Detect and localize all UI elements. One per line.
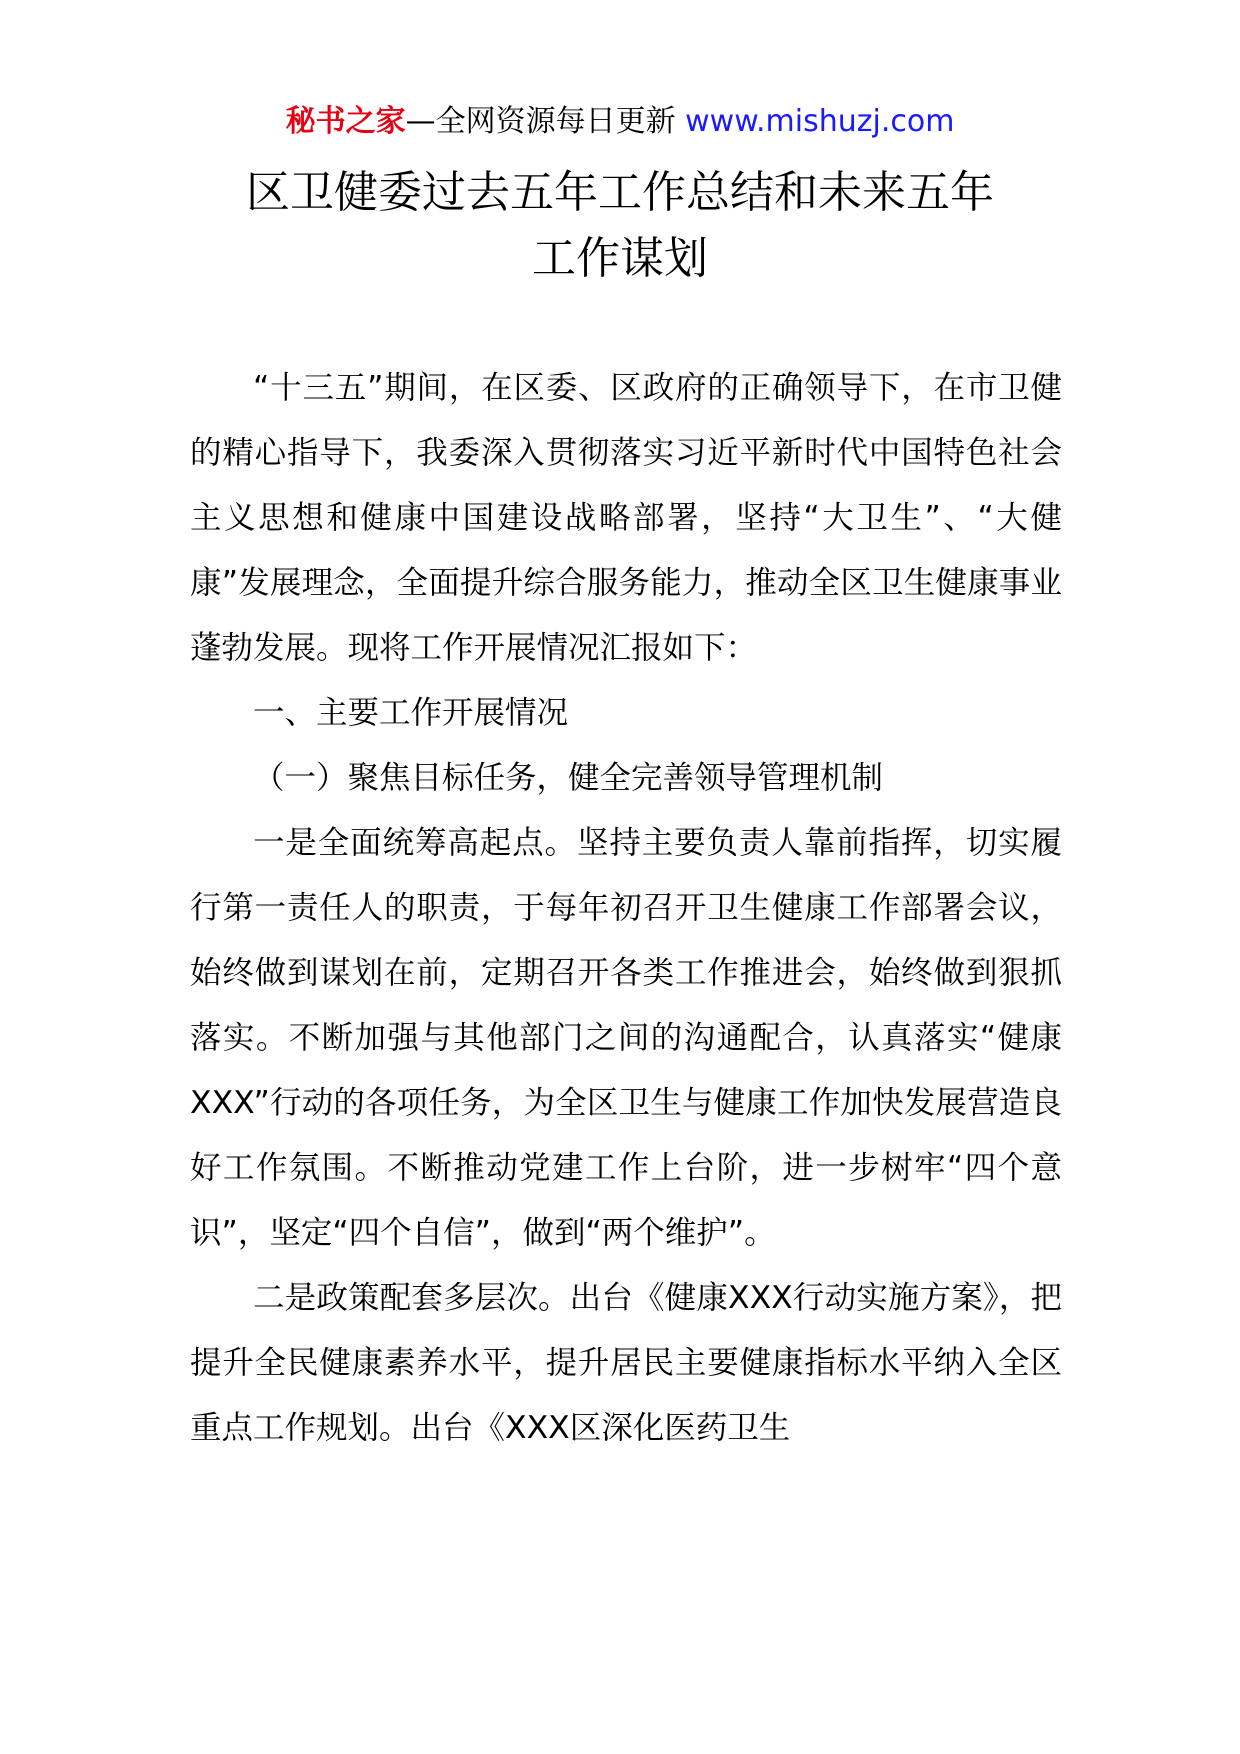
section-heading: 一、主要工作开展情况: [253, 695, 569, 731]
site-header: [0, 100, 1240, 144]
brand-name: 秘书之家: [285, 104, 406, 139]
intro-paragraph: “十三五”期间，在区委、区政府的正确领导下，在市卫健的精心指导下，我委深入贯彻落实习近平新时代中国特色社会主义思想和健康中国建设战略部署，坚持“大卫生”、“大健康”发展理念，全面提升综合服务能力，推动全区卫生健康事业蓬勃发展。现将工作开展情况汇报如下：: [190, 370, 1062, 666]
site-tagline: —全网资源每日更新: [405, 104, 686, 139]
document-title-line-2: 工作谋划: [532, 233, 708, 284]
document-title-line-1: 区卫健委过去五年工作总结和未来五年: [246, 167, 994, 218]
body-paragraph-2: 二是政策配套多层次。出台《健康XXX行动实施方案》，把提升全民健康素养水平，提升居民主要健康指标水平纳入全区重点工作规划。出台《XXX区深化医药卫生: [190, 1280, 1062, 1446]
subsection-heading: （一）聚焦目标任务，健全完善领导管理机制: [253, 760, 884, 796]
document-body: [190, 356, 1062, 1461]
body-paragraph-1: 一是全面统筹高起点。坚持主要负责人靠前指挥，切实履行第一责任人的职责，于每年初召开卫生健康工作部署会议，始终做到谋划在前，定期召开各类工作推进会，始终做到狠抓落实。不断加强与其他部门之间的沟通配合，认真落实“健康XXX”行动的各项任务，为全区卫生与健康工作加快发展营造良好工作氛围。不断推动党建工作上台阶，进一步树牢“四个意识”，坚定“四个自信”，做到“两个维护”。: [190, 825, 1062, 1251]
site-url: www.mishuzj.com: [685, 104, 955, 139]
